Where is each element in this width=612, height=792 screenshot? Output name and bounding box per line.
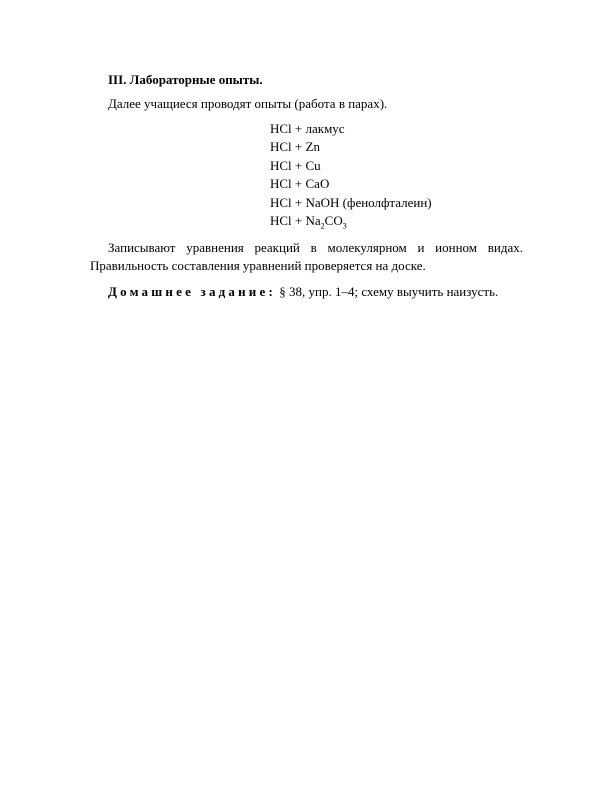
section-heading: III. Лабораторные опыты. (108, 72, 263, 87)
reaction-item: HCl + NaOH (фенолфталеин) (270, 194, 432, 210)
formula-part: HCl + Na (270, 213, 321, 229)
formula-subscript: 2 (320, 221, 325, 231)
formula-part: CO (324, 213, 343, 229)
homework-line (108, 284, 498, 300)
reaction-item: HCl + Zn (270, 139, 320, 155)
intro-text: Далее учащиеся проводят опыты (работа в парах). (108, 96, 388, 111)
reaction-item: HCl + лакмус (270, 121, 345, 136)
reaction-item (270, 212, 432, 230)
paragraph-line: Правильность составления уравнений проверяется на доске. (90, 258, 426, 273)
homework-label: Домашнее задание: (108, 284, 276, 299)
homework-text: § 38, упр. 1–4; схему выучить наизусть. (276, 284, 499, 299)
reaction-list (270, 120, 432, 230)
formula-subscript: 3 (342, 221, 347, 231)
reaction-item: HCl + CaO (270, 176, 330, 192)
reaction-item: HCl + Cu (270, 157, 321, 173)
paragraph-line: Записывают уравнения реакций в молекулярном и ионном видах. (108, 240, 523, 255)
